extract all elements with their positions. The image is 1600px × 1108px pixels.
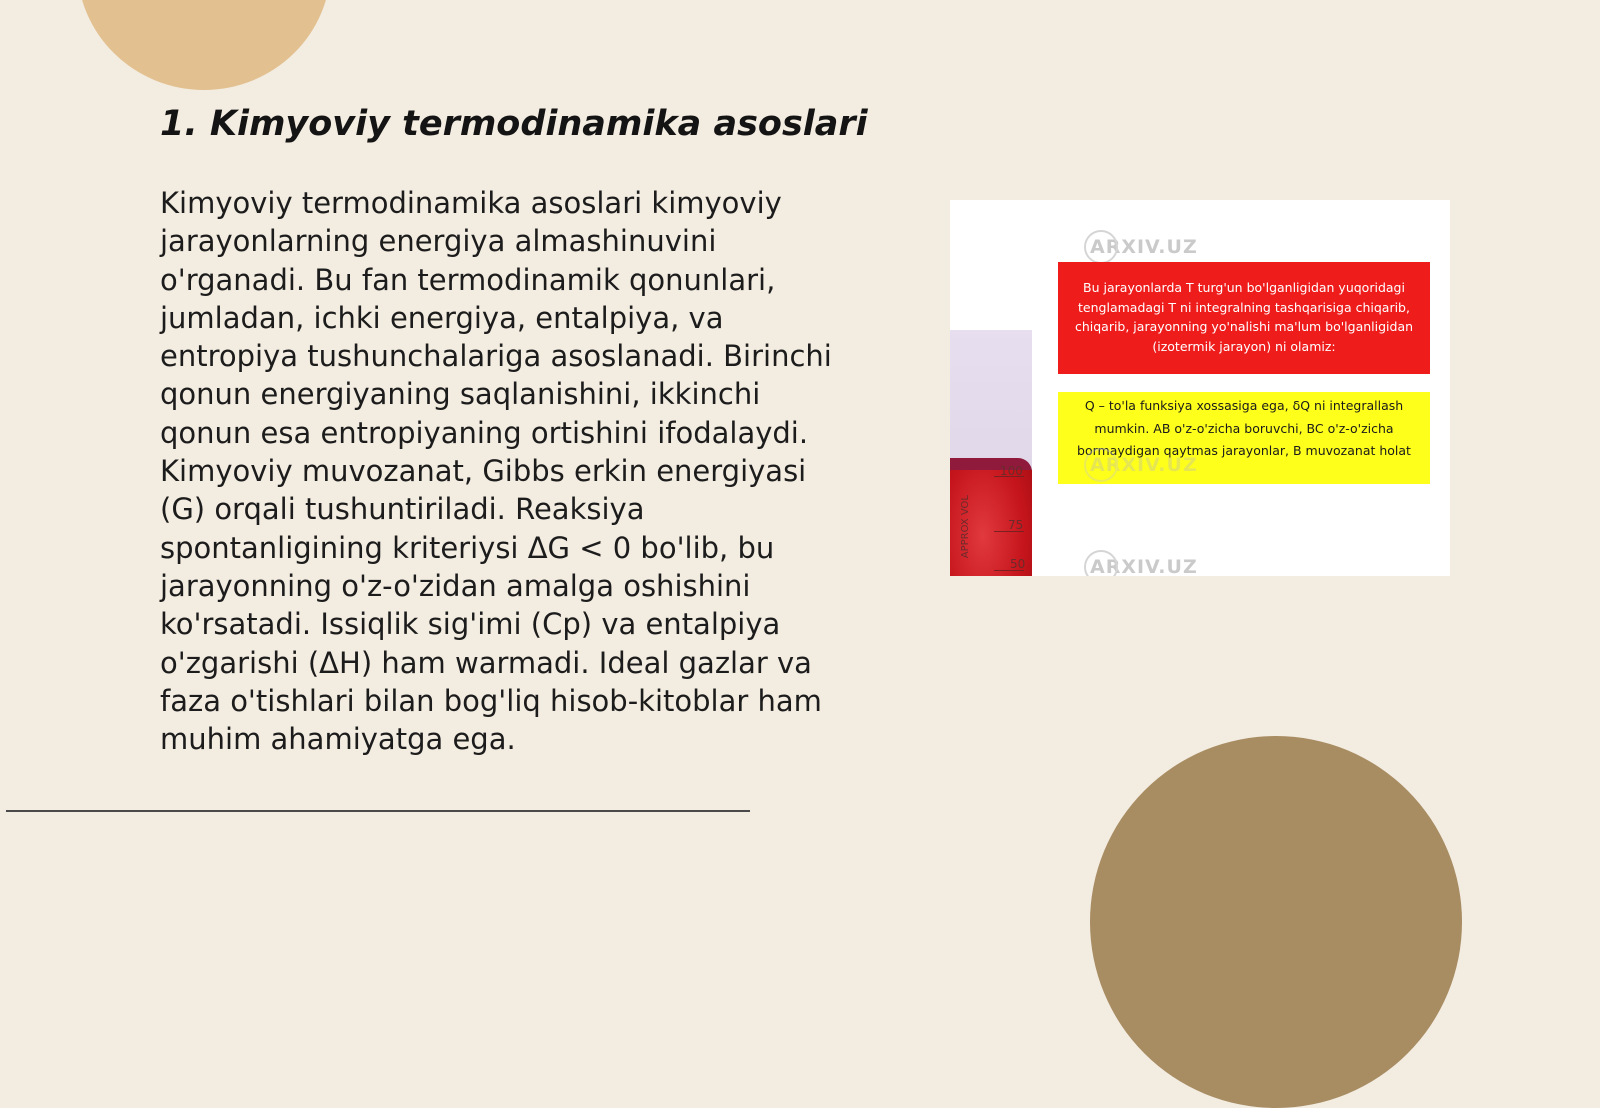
yellow-info-box: Q – to'la funksiya xossasiga ega, δQ ni integrallash mumkin. AB o'z-o'zicha boruvchi, BC o'z-o'zicha bormaydigan qaytmas jarayonlar, B muvozanat holat: [1058, 392, 1430, 484]
beaker-tick-100: 100: [1000, 464, 1023, 478]
watermark-text: ARXIV.UZ: [1090, 556, 1198, 576]
slide-body-text: Kimyoviy termodinamika asoslari kimyoviy jarayonlarning energiya almashinuvini o'rganadi. Bu fan termodinamik qonunlari, jumladan, ichki energiya, entalpiya, va entropiya tushunchalariga asoslanadi. Birinchi qonun energiyaning saqlanishini, ikkinchi qonun esa entropiyaning ortishini ifodalaydi. Kimyoviy muvozanat, Gibbs erkin energiyasi (G) orqali tushuntiriladi. Reaksiya spontanligining kriteriysi ΔG < 0 bo'lib, bu jarayonning o'z-o'zidan amalga oshishini ko'rsatadi. Issiqlik sig'imi (Cp) va entalpiya o'zgarishi (ΔH) ham warmadi. Ideal gazlar va faza o'tishlari bilan bog'liq hisob-kitoblar ham muhim ahamiyatga ega.: [160, 186, 832, 757]
slide-title: 1. Kimyoviy termodinamika asoslari: [160, 104, 868, 144]
decorative-circle-bottom: [1090, 736, 1462, 1108]
beaker-tick-50: 50: [1010, 557, 1026, 571]
decorative-circle-top: [77, 0, 331, 90]
watermark-logo-icon: [1084, 448, 1118, 482]
watermark-logo-icon: [1084, 230, 1118, 264]
watermark-text: ARXIV.UZ: [1090, 236, 1198, 258]
beaker-tick-75: 75: [1008, 518, 1024, 532]
red-info-box: Bu jarayonlarda T turg'un bo'lganligidan yuqoridagi tenglamadagi T ni integralning tashqarisiga chiqarib, chiqarib, jarayonning yo'nalishi ma'lum bo'lganligidan (izotermik jarayon) ni olamiz:: [1058, 262, 1430, 374]
watermark-middle: [1090, 454, 1198, 476]
watermark-top: [1090, 236, 1198, 258]
watermark-bottom: [1090, 556, 1198, 576]
beaker-photo: [950, 330, 1032, 576]
watermark-text: ARXIV.UZ: [1090, 454, 1198, 476]
footer-divider: [6, 810, 750, 812]
slide-image: [950, 200, 1450, 576]
beaker-volume-label: APPROX VOL: [960, 495, 971, 559]
watermark-logo-icon: [1084, 550, 1118, 576]
